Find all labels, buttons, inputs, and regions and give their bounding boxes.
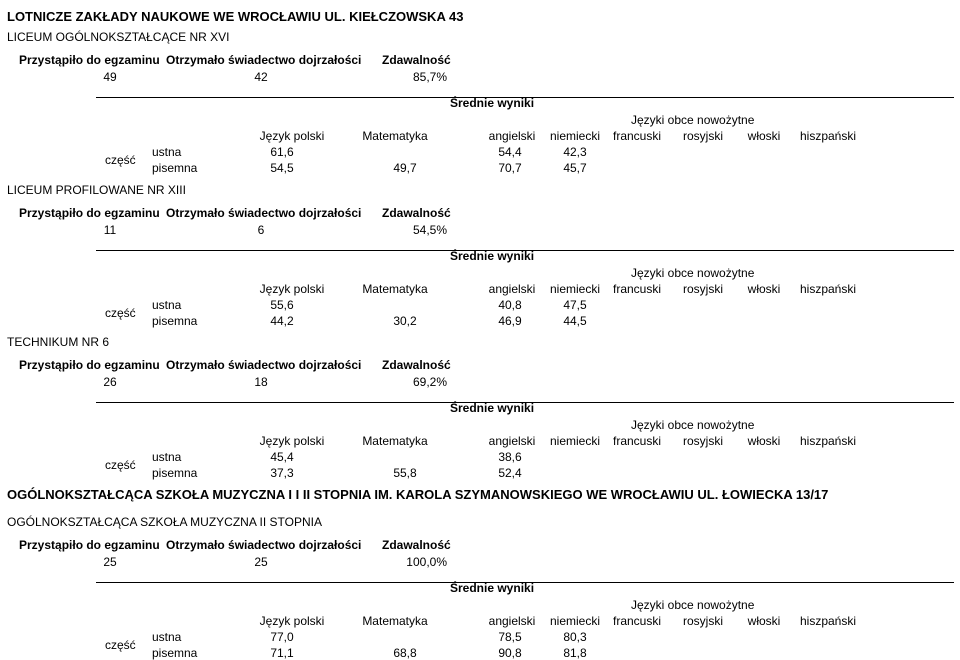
- header-francuski: francuski: [612, 129, 662, 143]
- pisemna-angielski: 90,8: [498, 646, 522, 660]
- header-angielski: angielski: [488, 434, 536, 448]
- header-zdawalnosc: Zdawalność: [382, 206, 451, 220]
- ustna-angielski: 40,8: [498, 298, 522, 312]
- pisemna-matematyka: 49,7: [393, 161, 417, 175]
- header-otrzymalo: Otrzymało świadectwo dojrzałości: [166, 53, 362, 67]
- label-ustna: ustna: [152, 298, 182, 312]
- pisemna-angielski: 70,7: [498, 161, 522, 175]
- header-wloski: włoski: [747, 282, 781, 296]
- label-pisemna: pisemna: [152, 161, 198, 175]
- pisemna-matematyka: 30,2: [393, 314, 417, 328]
- ustna-niemiecki: 42,3: [563, 145, 587, 159]
- school-name: OGÓLNOKSZTAŁCĄCA SZKOŁA MUZYCZNA II STOPNIA: [7, 515, 322, 529]
- label-ustna: ustna: [152, 630, 182, 644]
- school-name: LICEUM PROFILOWANE NR XIII: [7, 183, 186, 197]
- label-pisemna: pisemna: [152, 466, 198, 480]
- header-zdawalnosc: Zdawalność: [382, 358, 451, 372]
- value-zdawalnosc: 69,2%: [412, 375, 447, 389]
- header-niemiecki: niemiecki: [549, 129, 600, 143]
- pisemna-niemiecki: 44,5: [563, 314, 587, 328]
- value-przystapilo: 11: [103, 223, 117, 237]
- header-francuski: francuski: [612, 614, 662, 628]
- header-jezyki-obce: Języki obce nowożytne: [631, 598, 755, 612]
- ustna-niemiecki: 80,3: [563, 630, 587, 644]
- header-srednie-wyniki: Średnie wyniki: [450, 581, 535, 595]
- school-name: TECHNIKUM NR 6: [7, 335, 110, 349]
- header-rosyjski: rosyjski: [682, 434, 723, 448]
- header-zdawalnosc: Zdawalność: [382, 53, 451, 67]
- header-srednie-wyniki: Średnie wyniki: [450, 96, 535, 110]
- header-rosyjski: rosyjski: [682, 282, 723, 296]
- header-angielski: angielski: [488, 129, 536, 143]
- header-przystapilo: Przystąpiło do egzaminu: [19, 358, 160, 372]
- header-jezyki-obce: Języki obce nowożytne: [631, 266, 755, 280]
- header-rosyjski: rosyjski: [682, 129, 723, 143]
- header-wloski: włoski: [747, 614, 781, 628]
- value-przystapilo: 25: [103, 555, 117, 569]
- label-czesc: część: [105, 306, 136, 320]
- ustna-angielski: 54,4: [498, 145, 522, 159]
- pisemna-angielski: 46,9: [498, 314, 522, 328]
- institution-title: OGÓLNOKSZTAŁCĄCA SZKOŁA MUZYCZNA I I II STOPNIA IM. KAROLA SZYMANOWSKIEGO WE WROCŁAWIU UL. ŁOWIECKA 13/17: [7, 487, 829, 502]
- header-wloski: włoski: [747, 129, 781, 143]
- header-matematyka: Matematyka: [362, 129, 428, 143]
- header-hiszpanski: hiszpański: [799, 614, 857, 628]
- value-zdawalnosc: 54,5%: [412, 223, 447, 237]
- header-przystapilo: Przystąpiło do egzaminu: [19, 538, 160, 552]
- header-jezyki-obce: Języki obce nowożytne: [631, 418, 755, 432]
- header-jezyki-obce: Języki obce nowożytne: [631, 113, 755, 127]
- label-czesc: część: [105, 153, 136, 167]
- ustna-polski: 77,0: [270, 630, 294, 644]
- header-angielski: angielski: [488, 614, 536, 628]
- ustna-polski: 45,4: [270, 450, 294, 464]
- value-przystapilo: 49: [103, 70, 117, 84]
- pisemna-polski: 71,1: [270, 646, 294, 660]
- pisemna-matematyka: 55,8: [393, 466, 417, 480]
- header-francuski: francuski: [612, 434, 662, 448]
- value-otrzymalo: 18: [254, 375, 268, 389]
- header-hiszpanski: hiszpański: [799, 129, 857, 143]
- header-przystapilo: Przystąpiło do egzaminu: [19, 53, 160, 67]
- header-matematyka: Matematyka: [362, 614, 428, 628]
- header-hiszpanski: hiszpański: [799, 434, 857, 448]
- ustna-polski: 61,6: [270, 145, 294, 159]
- header-niemiecki: niemiecki: [549, 434, 600, 448]
- pisemna-polski: 37,3: [270, 466, 294, 480]
- label-czesc: część: [105, 638, 136, 652]
- header-otrzymalo: Otrzymało świadectwo dojrzałości: [166, 206, 362, 220]
- header-srednie-wyniki: Średnie wyniki: [450, 401, 535, 415]
- header-otrzymalo: Otrzymało świadectwo dojrzałości: [166, 358, 362, 372]
- header-matematyka: Matematyka: [362, 434, 428, 448]
- label-ustna: ustna: [152, 145, 182, 159]
- pisemna-polski: 44,2: [270, 314, 294, 328]
- label-ustna: ustna: [152, 450, 182, 464]
- value-przystapilo: 26: [103, 375, 117, 389]
- header-francuski: francuski: [612, 282, 662, 296]
- label-pisemna: pisemna: [152, 646, 198, 660]
- header-zdawalnosc: Zdawalność: [382, 538, 451, 552]
- institution-title: LOTNICZE ZAKŁADY NAUKOWE WE WROCŁAWIU UL. KIEŁCZOWSKA 43: [7, 9, 464, 24]
- value-otrzymalo: 6: [257, 223, 265, 237]
- pisemna-angielski: 52,4: [498, 466, 522, 480]
- header-hiszpanski: hiszpański: [799, 282, 857, 296]
- header-jezyk-polski: Język polski: [259, 614, 325, 628]
- header-srednie-wyniki: Średnie wyniki: [450, 249, 535, 263]
- value-otrzymalo: 42: [254, 70, 268, 84]
- label-czesc: część: [105, 458, 136, 472]
- header-otrzymalo: Otrzymało świadectwo dojrzałości: [166, 538, 362, 552]
- value-otrzymalo: 25: [254, 555, 268, 569]
- header-rosyjski: rosyjski: [682, 614, 723, 628]
- header-wloski: włoski: [747, 434, 781, 448]
- header-jezyk-polski: Język polski: [259, 434, 325, 448]
- value-zdawalnosc: 100,0%: [406, 555, 447, 569]
- header-matematyka: Matematyka: [362, 282, 428, 296]
- header-jezyk-polski: Język polski: [259, 282, 325, 296]
- ustna-angielski: 38,6: [498, 450, 522, 464]
- ustna-angielski: 78,5: [498, 630, 522, 644]
- ustna-polski: 55,6: [270, 298, 294, 312]
- header-przystapilo: Przystąpiło do egzaminu: [19, 206, 160, 220]
- header-jezyk-polski: Język polski: [259, 129, 325, 143]
- label-pisemna: pisemna: [152, 314, 198, 328]
- ustna-niemiecki: 47,5: [563, 298, 587, 312]
- header-niemiecki: niemiecki: [549, 614, 600, 628]
- pisemna-niemiecki: 81,8: [563, 646, 587, 660]
- header-niemiecki: niemiecki: [549, 282, 600, 296]
- pisemna-polski: 54,5: [270, 161, 294, 175]
- pisemna-niemiecki: 45,7: [563, 161, 587, 175]
- value-zdawalnosc: 85,7%: [412, 70, 447, 84]
- pisemna-matematyka: 68,8: [393, 646, 417, 660]
- school-name: LICEUM OGÓLNOKSZTAŁCĄCE NR XVI: [7, 30, 230, 44]
- header-angielski: angielski: [488, 282, 536, 296]
